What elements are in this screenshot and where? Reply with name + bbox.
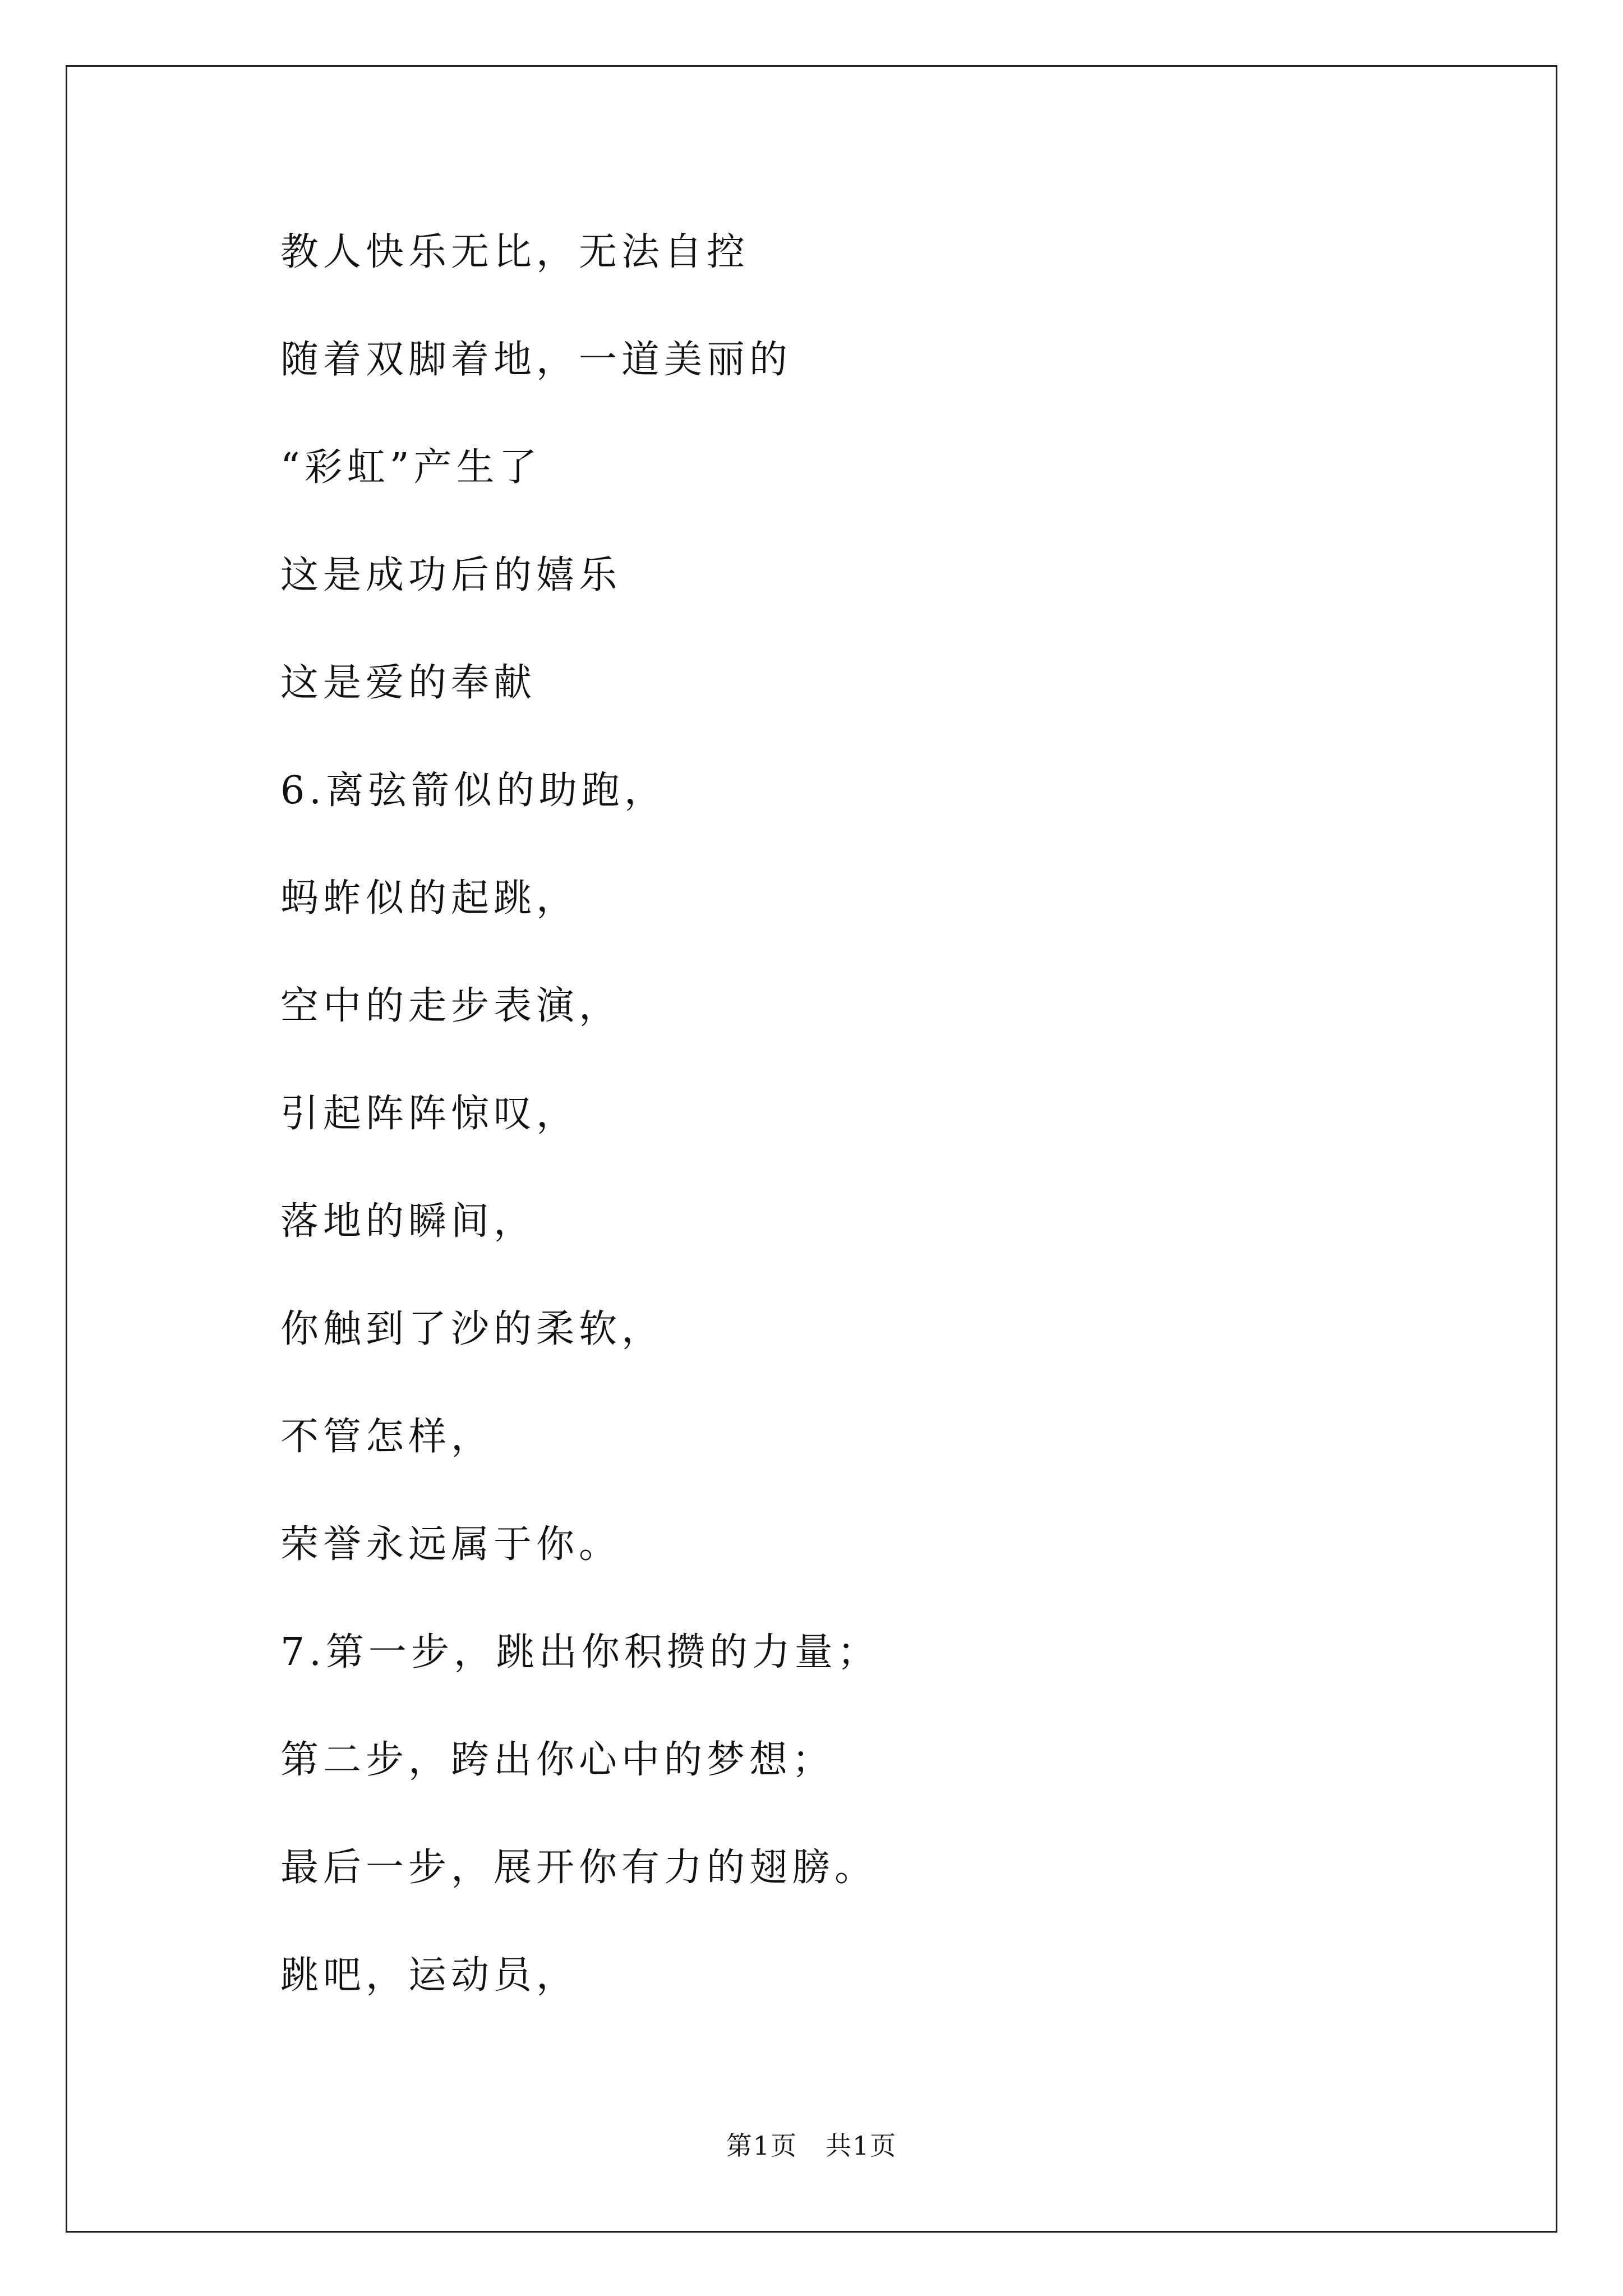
poem-body	[280, 222, 1458, 2053]
poem-line: 这是爱的奉献	[280, 661, 537, 705]
poem-line: 不管怎样，	[280, 1415, 494, 1459]
poem-line: 蚂蚱似的起跳，	[280, 876, 579, 921]
poem-line: 随着双脚着地，一道美丽的	[280, 338, 792, 382]
poem-line: 6.离弦箭似的助跑，	[280, 769, 667, 813]
poem-line: 教人快乐无比，无法自控	[280, 230, 750, 274]
poem-line: 荣誉永远属于你。	[280, 1522, 622, 1567]
poem-line: 引起阵阵惊叹，	[280, 1092, 579, 1136]
page-footer	[0, 2129, 1623, 2162]
poem-line: 空中的走步表演，	[280, 984, 622, 1028]
poem-line: 你触到了沙的柔软，	[280, 1307, 665, 1351]
poem-line: 最后一步，展开你有力的翅膀。	[280, 1846, 878, 1890]
poem-line: 跳吧，运动员，	[280, 1953, 579, 1998]
poem-line: 第二步，跨出你心中的梦想；	[280, 1738, 835, 1782]
poem-line: 7.第一步，跳出你积攒的力量；	[280, 1630, 880, 1674]
page-number-total: 共1页	[826, 2131, 897, 2161]
page-number-current: 第1页	[726, 2131, 797, 2161]
poem-line: “彩虹”产生了	[280, 445, 542, 490]
poem-line: 落地的瞬间，	[280, 1199, 537, 1244]
poem-line: 这是成功后的嬉乐	[280, 553, 622, 597]
